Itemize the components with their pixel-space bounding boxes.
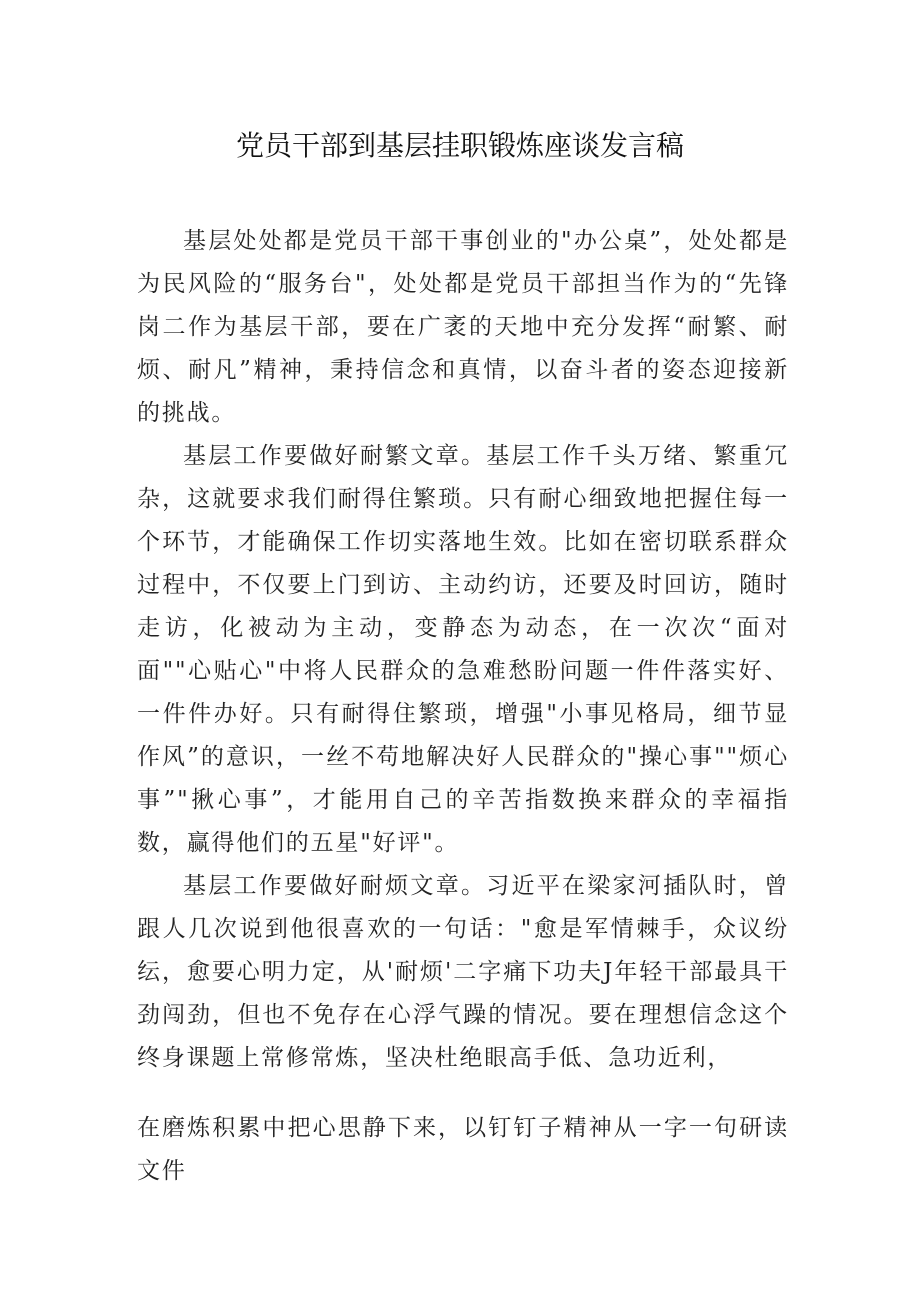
paragraph-intro: 基层处处都是党员干部干事创业的"办公桌”，处处都是为民风险的“服务台"，处处都是党员干部担当作为的“先锋岗二作为基层干部，要在广袤的天地中充分发挥“耐繁、耐烦、耐凡”精神，秉持信念和真情，以奋斗者的姿态迎接新的挑战。 (137, 228, 789, 426)
paragraph-continuation: 在磨炼积累中把心思静下来，以钉钉子精神从一字一句研读文件 (137, 1115, 789, 1184)
document-body (137, 220, 789, 1193)
document-title: 党员干部到基层挂职锻炼座谈发言稿 (235, 129, 684, 162)
paragraph-gap (137, 1080, 789, 1107)
paragraph-nai-fan: 基层工作要做好耐繁文章。基层工作千头万绪、繁重冗杂，这就要求我们耐得住繁琐。只有耐心细致地把握住每一个环节，才能确保工作切实落地生效。比如在密切联系群众过程中，不仅要上门到访、主动约访，还要及时回访，随时走访，化被动为主动，变静态为动态，在一次次“面对面""心贴心"中将人民群众的急难愁盼问题一件件落实好、一件件办好。只有耐得住繁琐，增强"小事见格局，细节显作风”的意识，一丝不苟地解决好人民群众的"操心事""烦心事”"揪心事”，才能用自己的辛苦指数换来群众的幸福指数，赢得他们的五星"好评"。 (137, 443, 789, 856)
paragraph-nai-fan-patience: 基层工作要做好耐烦文章。习近平在梁家河插队时，曾跟人几次说到他很喜欢的一句话："愈是军情棘手，众议纷纭，愈要心明力定，从'耐烦'二字痛下功夫J年轻干部最具干劲闯劲，但也不免存在心浮气躁的情况。要在理想信念这个终身课题上常修常炼，坚决杜绝眼高手低、急功近利， (137, 873, 789, 1071)
